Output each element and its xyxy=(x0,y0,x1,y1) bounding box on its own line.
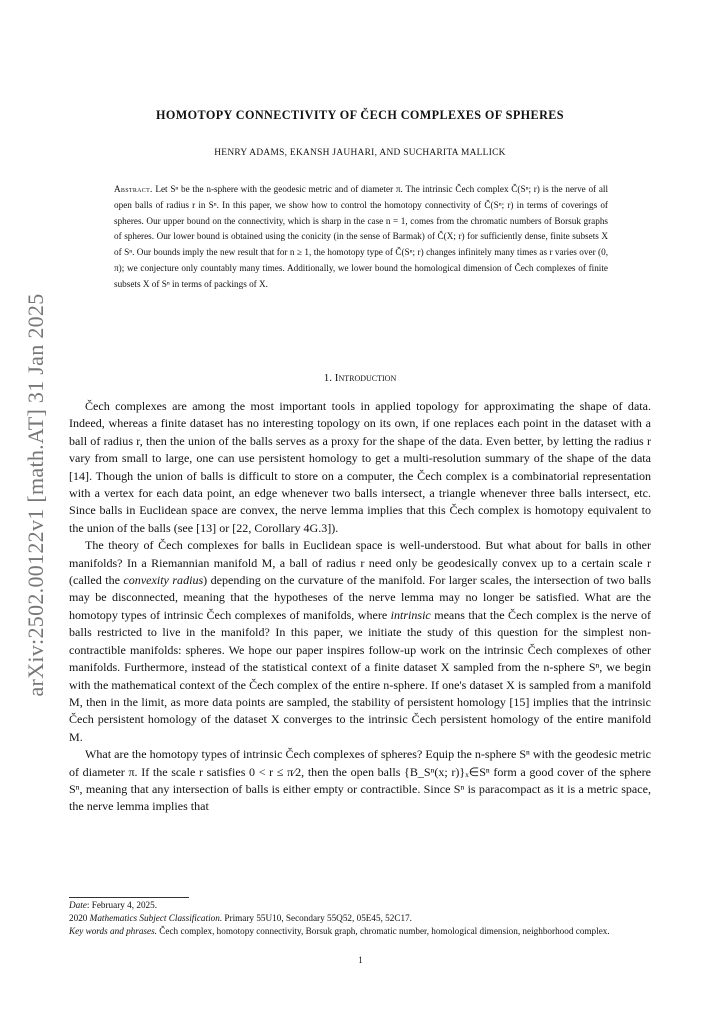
msc-label: Mathematics Subject Classification. xyxy=(89,912,223,923)
footnotes xyxy=(69,899,651,937)
abstract-label: Abstract. xyxy=(114,184,153,194)
abstract-text: Let Sⁿ be the n-sphere with the geodesic metric and of diameter π. The intrinsic Čech complex Č(Sⁿ; r) is the nerve of all open balls of radius r in Sⁿ. In this paper, we show how to control the homotopy connectivity of Č(Sⁿ; r) in terms of coverings of spheres. Our upper bound on the connectivity, which is sharp in the case n = 1, comes from the chromatic numbers of Borsuk graphs of spheres. Our lower bound is obtained using the conicity (in the sense of Barmak) of Č(X; r) for sufficiently dense, finite subsets X of Sⁿ. Our bounds imply the new result that for n ≥ 1, the homotopy type of Č(Sⁿ; r) changes infinitely many times as r varies over (0, π); we conjecture only countably many times. Additionally, we lower bound the homological dimension of Čech complexes of finite subsets X of Sⁿ in terms of packings of X. xyxy=(114,184,609,289)
keywords-label: Key words and phrases. xyxy=(69,925,157,936)
paragraph-3: What are the homotopy types of intrinsic Čech complexes of spheres? Equip the n-sphere Sⁿ with the geodesic metric of diameter π. If the scale r satisfies 0 < r ≤ π⁄2, then the open balls {B_Sⁿ(x; r)}ₓ∈Sⁿ form a good cover of the sphere Sⁿ, meaning that any intersection of balls is either empty or contractible. Since Sⁿ is paracompact as it is a metric space, the nerve lemma implies that xyxy=(69,747,651,814)
paragraph-2-part-b: ) depending on the curvature of the manifold. For larger scales, the intersection of two balls may be disconnected, meaning that the hypotheses of the nerve lemma may no longer be satisfied. What are the homotopy types of intrinsic Čech complexes of manifolds, where xyxy=(69,573,652,622)
footnote-keywords xyxy=(69,925,651,938)
footnote-msc xyxy=(69,912,651,925)
abstract xyxy=(114,182,608,293)
section-number: 1. xyxy=(323,372,333,384)
arxiv-identifier: arXiv:2502.00122v1 [math.AT] 31 Jan 2025 xyxy=(23,293,48,697)
page-number: 1 xyxy=(358,955,363,965)
paper-authors: HENRY ADAMS, EKANSH JAUHARI, AND SUCHARITA MALLICK xyxy=(214,148,506,158)
date-label: Date xyxy=(69,900,87,910)
paragraph-2 xyxy=(69,537,651,746)
arxiv-sidebar xyxy=(18,293,54,697)
keywords-value: Čech complex, homotopy connectivity, Borsuk graph, chromatic number, homological dimension, neighborhood complex. xyxy=(156,925,610,936)
paper-title: HOMOTOPY CONNECTIVITY OF ČECH COMPLEXES OF SPHERES xyxy=(155,108,564,122)
paragraph-1: Čech complexes are among the most important tools in applied topology for approximating the shape of data. Indeed, whereas a finite dataset has no interesting topology on its own, if one replaces each point in the dataset with a ball of radius r, then the union of the balls serves as a proxy for the shape of the data. Even better, by letting the radius r vary from small to large, one can use persistent homology to get a multi-resolution summary of the shape of the data [14]. Though the union of balls is difficult to store on a computer, the Čech complex is a combinatorial representation with a vertex for each data point, an edge whenever two balls intersect, a triangle whenever three balls intersect, etc. Since balls in Euclidean space are convex, the nerve lemma implies that this Čech complex is homotopy equivalent to the union of the balls (see [13] or [22, Corollary 4G.3]). xyxy=(69,399,651,535)
section-title: Introduction xyxy=(334,372,397,384)
emphasis-convexity-radius: convexity radius xyxy=(123,573,204,588)
body-text xyxy=(69,398,651,816)
paragraph-2-part-c: means that the Čech complex is the nerve of balls restricted to live in the manifold? In this paper, we initiate the study of this question for the simplest non-contractible manifolds: spheres. We hope our paper inspires follow-up work on the intrinsic Čech complexes of other manifolds. Furthermore, instead of the statistical context of a finite dataset X sampled from the n-sphere Sⁿ, we begin with the mathematical context of the Čech complex of the entire n-sphere. If one's dataset X is sampled from a manifold M, then in the limit, as more data points are sampled, the stability of persistent homology [15] implies that the intrinsic Čech persistent homology of the dataset X converges to the intrinsic Čech persistent homology of the entire manifold M. xyxy=(69,607,651,744)
msc-prefix: 2020 xyxy=(69,912,90,923)
date-value: : February 4, 2025. xyxy=(86,900,158,910)
paragraph-2-part-a: The theory of Čech complexes for balls in Euclidean space is well-understood. But what about for balls in other manifolds? In a Riemannian manifold M, a ball of radius r need only be geodesically convex up to a certain scale r (called the xyxy=(69,538,651,588)
footnote-divider xyxy=(69,897,189,898)
emphasis-intrinsic: intrinsic xyxy=(390,607,431,622)
section-heading xyxy=(70,372,650,384)
msc-value: Primary 55U10, Secondary 55Q52, 05E45, 52C17. xyxy=(222,912,412,923)
footnote-date xyxy=(69,899,651,912)
